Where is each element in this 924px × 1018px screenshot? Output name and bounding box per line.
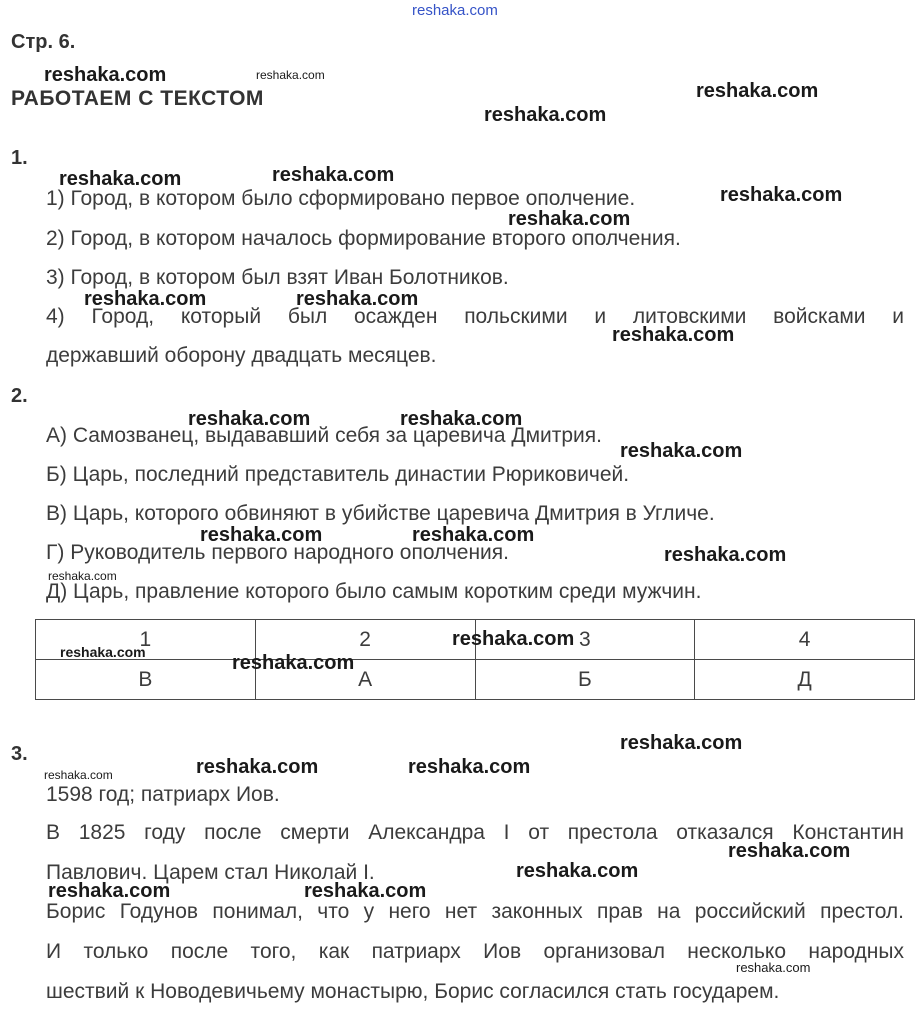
q2-item-a: А) Самозванец, выдававший себя за царевича Дмитрия. bbox=[46, 424, 602, 447]
watermark: reshaka.com bbox=[48, 569, 117, 583]
watermark: reshaka.com bbox=[84, 288, 207, 310]
watermark: reshaka.com bbox=[272, 164, 395, 186]
watermark: reshaka.com bbox=[516, 860, 639, 882]
watermark: reshaka.com bbox=[620, 440, 743, 462]
page-label: Стр. 6. bbox=[11, 31, 76, 53]
answer-table-cell-2: А bbox=[255, 660, 475, 700]
watermark: reshaka.com bbox=[736, 960, 811, 975]
answer-table-cell-1: В bbox=[36, 660, 256, 700]
watermark: reshaka.com bbox=[59, 168, 182, 190]
watermark: reshaka.com bbox=[720, 184, 843, 206]
answer-table-header-1: 1 bbox=[36, 620, 256, 660]
q3-line-4: Борис Годунов понимал, что у него нет законных прав на российский престол. bbox=[46, 900, 904, 923]
watermark: reshaka.com bbox=[44, 768, 113, 782]
q2-item-b: Б) Царь, последний представитель династии Рюриковичей. bbox=[46, 463, 630, 486]
answer-table-header-4: 4 bbox=[695, 620, 915, 660]
watermark: reshaka.com bbox=[412, 524, 535, 546]
q1-item-2: 2) Город, в котором началось формирование второго ополчения. bbox=[46, 227, 681, 250]
watermark: reshaka.com bbox=[296, 288, 419, 310]
watermark: reshaka.com bbox=[232, 652, 355, 674]
question-number-2: 2. bbox=[11, 385, 28, 407]
answer-table-header-2: 2 bbox=[255, 620, 475, 660]
watermark: reshaka.com bbox=[508, 208, 631, 230]
watermark: reshaka.com bbox=[196, 756, 319, 778]
watermark: reshaka.com bbox=[452, 628, 575, 650]
watermark: reshaka.com bbox=[60, 644, 146, 660]
watermark: reshaka.com bbox=[408, 756, 531, 778]
watermark: reshaka.com bbox=[612, 324, 735, 346]
watermark: reshaka.com bbox=[256, 68, 325, 82]
watermark: reshaka.com bbox=[44, 64, 167, 86]
q2-item-v: В) Царь, которого обвиняют в убийстве царевича Дмитрия в Угличе. bbox=[46, 502, 715, 525]
q1-item-1: 1) Город, в котором было сформировано первое ополчение. bbox=[46, 187, 636, 210]
watermark: reshaka.com bbox=[664, 544, 787, 566]
answer-table-cell-4: Д bbox=[695, 660, 915, 700]
q3-line-1: 1598 год; патриарх Иов. bbox=[46, 783, 280, 806]
answer-table-answer-row bbox=[36, 660, 915, 700]
q3-line-6: шествий к Новодевичьему монастырю, Борис согласился стать государем. bbox=[46, 980, 780, 1003]
q3-line-5: И только после того, как патриарх Иов организовал несколько народных bbox=[46, 940, 904, 963]
watermark: reshaka.com bbox=[696, 80, 819, 102]
question-number-1: 1. bbox=[11, 147, 28, 169]
q3-line-2: В 1825 году после смерти Александра I от престола отказался Константин bbox=[46, 821, 904, 844]
section-title: РАБОТАЕМ С ТЕКСТОМ bbox=[11, 87, 264, 110]
answer-table-cell-3: Б bbox=[475, 660, 695, 700]
watermark: reshaka.com bbox=[48, 880, 171, 902]
watermark: reshaka.com bbox=[200, 524, 323, 546]
watermark-top: reshaka.com bbox=[412, 2, 498, 19]
q1-item-4-continuation: державший оборону двадцать месяцев. bbox=[46, 344, 437, 367]
watermark: reshaka.com bbox=[620, 732, 743, 754]
watermark: reshaka.com bbox=[304, 880, 427, 902]
answer-table-header-3: 3 bbox=[475, 620, 695, 660]
watermark: reshaka.com bbox=[188, 408, 311, 430]
q1-item-3: 3) Город, в котором был взят Иван Болотников. bbox=[46, 266, 509, 289]
question-number-3: 3. bbox=[11, 743, 28, 765]
q3-line-3: Павлович. Царем стал Николай I. bbox=[46, 861, 375, 884]
q2-item-d: Д) Царь, правление которого было самым коротким среди мужчин. bbox=[46, 580, 702, 603]
q2-item-g: Г) Руководитель первого народного ополчения. bbox=[46, 541, 509, 564]
watermark: reshaka.com bbox=[400, 408, 523, 430]
watermark: reshaka.com bbox=[484, 104, 607, 126]
q1-item-4: 4) Город, который был осажден польскими и литовскими войсками и bbox=[46, 305, 904, 328]
watermark: reshaka.com bbox=[728, 840, 851, 862]
